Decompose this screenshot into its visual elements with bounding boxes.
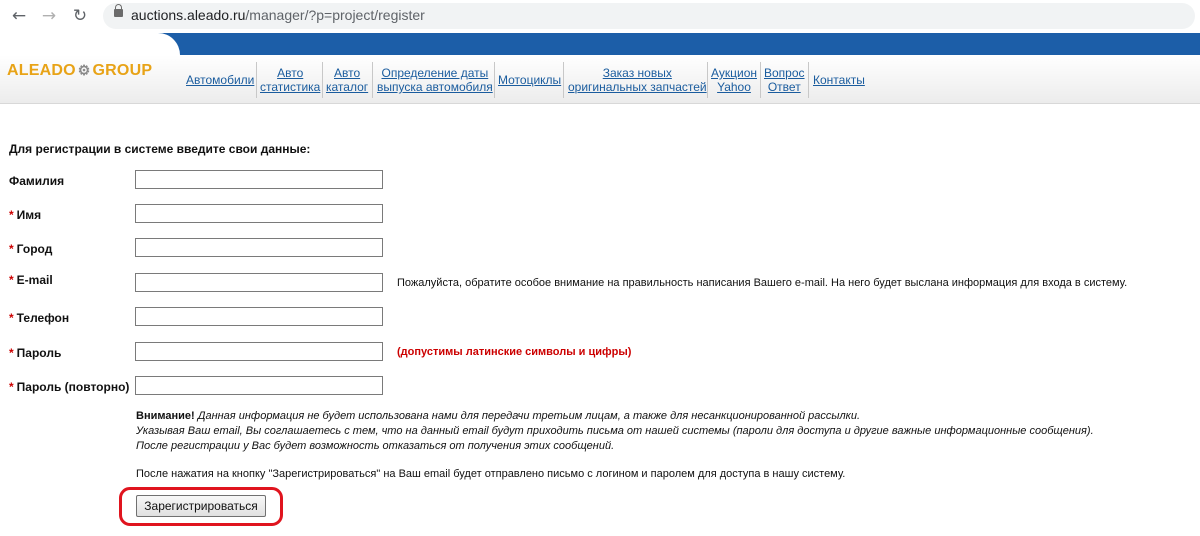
menu-item-cars[interactable]: [186, 73, 254, 87]
menu-item-line: Yahoo: [717, 80, 751, 94]
menu-item-auto-catalog[interactable]: [326, 66, 368, 94]
menu-divider: [808, 62, 809, 98]
city-field[interactable]: [135, 238, 383, 257]
field-label-text: Фамилия: [9, 174, 65, 188]
menu-item-motorcycles[interactable]: [498, 73, 561, 87]
field-label-last-name: [9, 174, 64, 188]
field-label-text: Телефон: [16, 311, 70, 325]
required-mark: *: [9, 242, 14, 256]
lock-icon[interactable]: [114, 9, 123, 17]
after-submit-note: После нажатия на кнопку "Зарегистрироваться" на Ваш email будет отправлено письмо с логином и паролем для доступа в нашу систему.: [136, 468, 846, 480]
header-curve: [0, 33, 180, 55]
menu-item-production-date[interactable]: [377, 66, 493, 94]
warning-line-1: [136, 410, 860, 422]
email-note: Пожалуйста, обратите особое внимание на правильность написания Вашего e-mail. На него будет выслана информация для входа в систему.: [397, 277, 1128, 289]
menu-item-line: Определение даты: [381, 66, 489, 80]
field-label-text: Город: [16, 242, 53, 256]
menu-divider: [563, 62, 564, 98]
menu-item-line: Авто: [277, 66, 304, 80]
header-band: [0, 33, 1200, 55]
field-label-password-repeat: [9, 380, 129, 394]
menu-item-line: Аукцион: [711, 66, 757, 80]
menu-divider: [760, 62, 761, 98]
site-logo[interactable]: [7, 62, 152, 80]
menu-item-line: Контакты: [813, 73, 865, 87]
warning-line-3: После регистрации у Вас будет возможность отказаться от получения этих сообщений.: [136, 440, 615, 452]
url-text[interactable]: [131, 7, 425, 23]
password-note: (допустимы латинские символы и цифры): [397, 346, 632, 358]
menu-item-faq[interactable]: [764, 66, 805, 94]
field-label-email: [9, 273, 53, 287]
menu-item-yahoo-auction[interactable]: [711, 66, 757, 94]
field-label-text: Пароль (повторно): [16, 380, 130, 394]
field-label-password: [9, 346, 61, 360]
gear-icon: ⚙: [77, 62, 91, 78]
password-repeat-field[interactable]: [135, 376, 383, 395]
menu-item-line: Автомобили: [186, 73, 255, 87]
form-intro: Для регистрации в системе введите свои данные:: [9, 142, 311, 156]
required-mark: *: [9, 346, 14, 360]
arrow-left-icon[interactable]: ←: [11, 6, 27, 26]
required-mark: *: [9, 311, 14, 325]
field-label-text: E-mail: [16, 273, 53, 287]
register-button[interactable]: Зарегистрироваться: [136, 495, 266, 517]
required-mark: *: [9, 273, 14, 287]
required-mark: *: [9, 380, 14, 394]
menu-item-parts-order[interactable]: [568, 66, 707, 94]
field-label-phone: [9, 311, 69, 325]
warning-text: Данная информация не будет использована нами для передачи третьим лицам, а также для несанкционированной рассылки.: [194, 410, 861, 422]
menu-item-line: оригинальных запчастей: [568, 80, 707, 94]
menu-divider: [494, 62, 495, 98]
field-label-text: Пароль: [16, 346, 62, 360]
warning-title: Внимание!: [136, 410, 195, 422]
field-label-text: Имя: [16, 208, 42, 222]
logo-text-right: GROUP: [92, 62, 153, 79]
menu-item-line: Мотоциклы: [498, 73, 562, 87]
field-label-city: [9, 242, 52, 256]
logo-text-left: ALEADO: [7, 62, 76, 79]
url-path: /manager/?p=project/register: [245, 7, 425, 23]
menu-item-line: каталог: [326, 80, 369, 94]
menu-item-auto-statistics[interactable]: [260, 66, 320, 94]
menu-item-contacts[interactable]: [813, 73, 865, 87]
menu-divider: [707, 62, 708, 98]
email-field[interactable]: [135, 273, 383, 292]
arrow-right-icon[interactable]: →: [41, 6, 57, 26]
menu-item-line: Вопрос: [764, 66, 805, 80]
menu-item-line: Авто: [334, 66, 361, 80]
first-name-field[interactable]: [135, 204, 383, 223]
url-host: auctions.aleado.ru: [131, 7, 246, 23]
menu-item-line: Заказ новых: [602, 66, 672, 80]
menu-divider: [372, 62, 373, 98]
menu-divider: [322, 62, 323, 98]
warning-line-2: Указывая Ваш email, Вы соглашаетесь с тем, что на данный email будут приходить письма от нашей системы (пароли для доступа и другие важные информационные сообщения).: [136, 425, 1094, 437]
menu-item-line: статистика: [260, 80, 321, 94]
menu-item-line: выпуска автомобиля: [377, 80, 493, 94]
last-name-field[interactable]: [135, 170, 383, 189]
required-mark: *: [9, 208, 14, 222]
menu-item-line: Ответ: [767, 80, 801, 94]
menu-divider: [256, 62, 257, 98]
reload-icon[interactable]: ↻: [72, 6, 88, 26]
password-field[interactable]: [135, 342, 383, 361]
phone-field[interactable]: [135, 307, 383, 326]
field-label-first-name: [9, 208, 41, 222]
